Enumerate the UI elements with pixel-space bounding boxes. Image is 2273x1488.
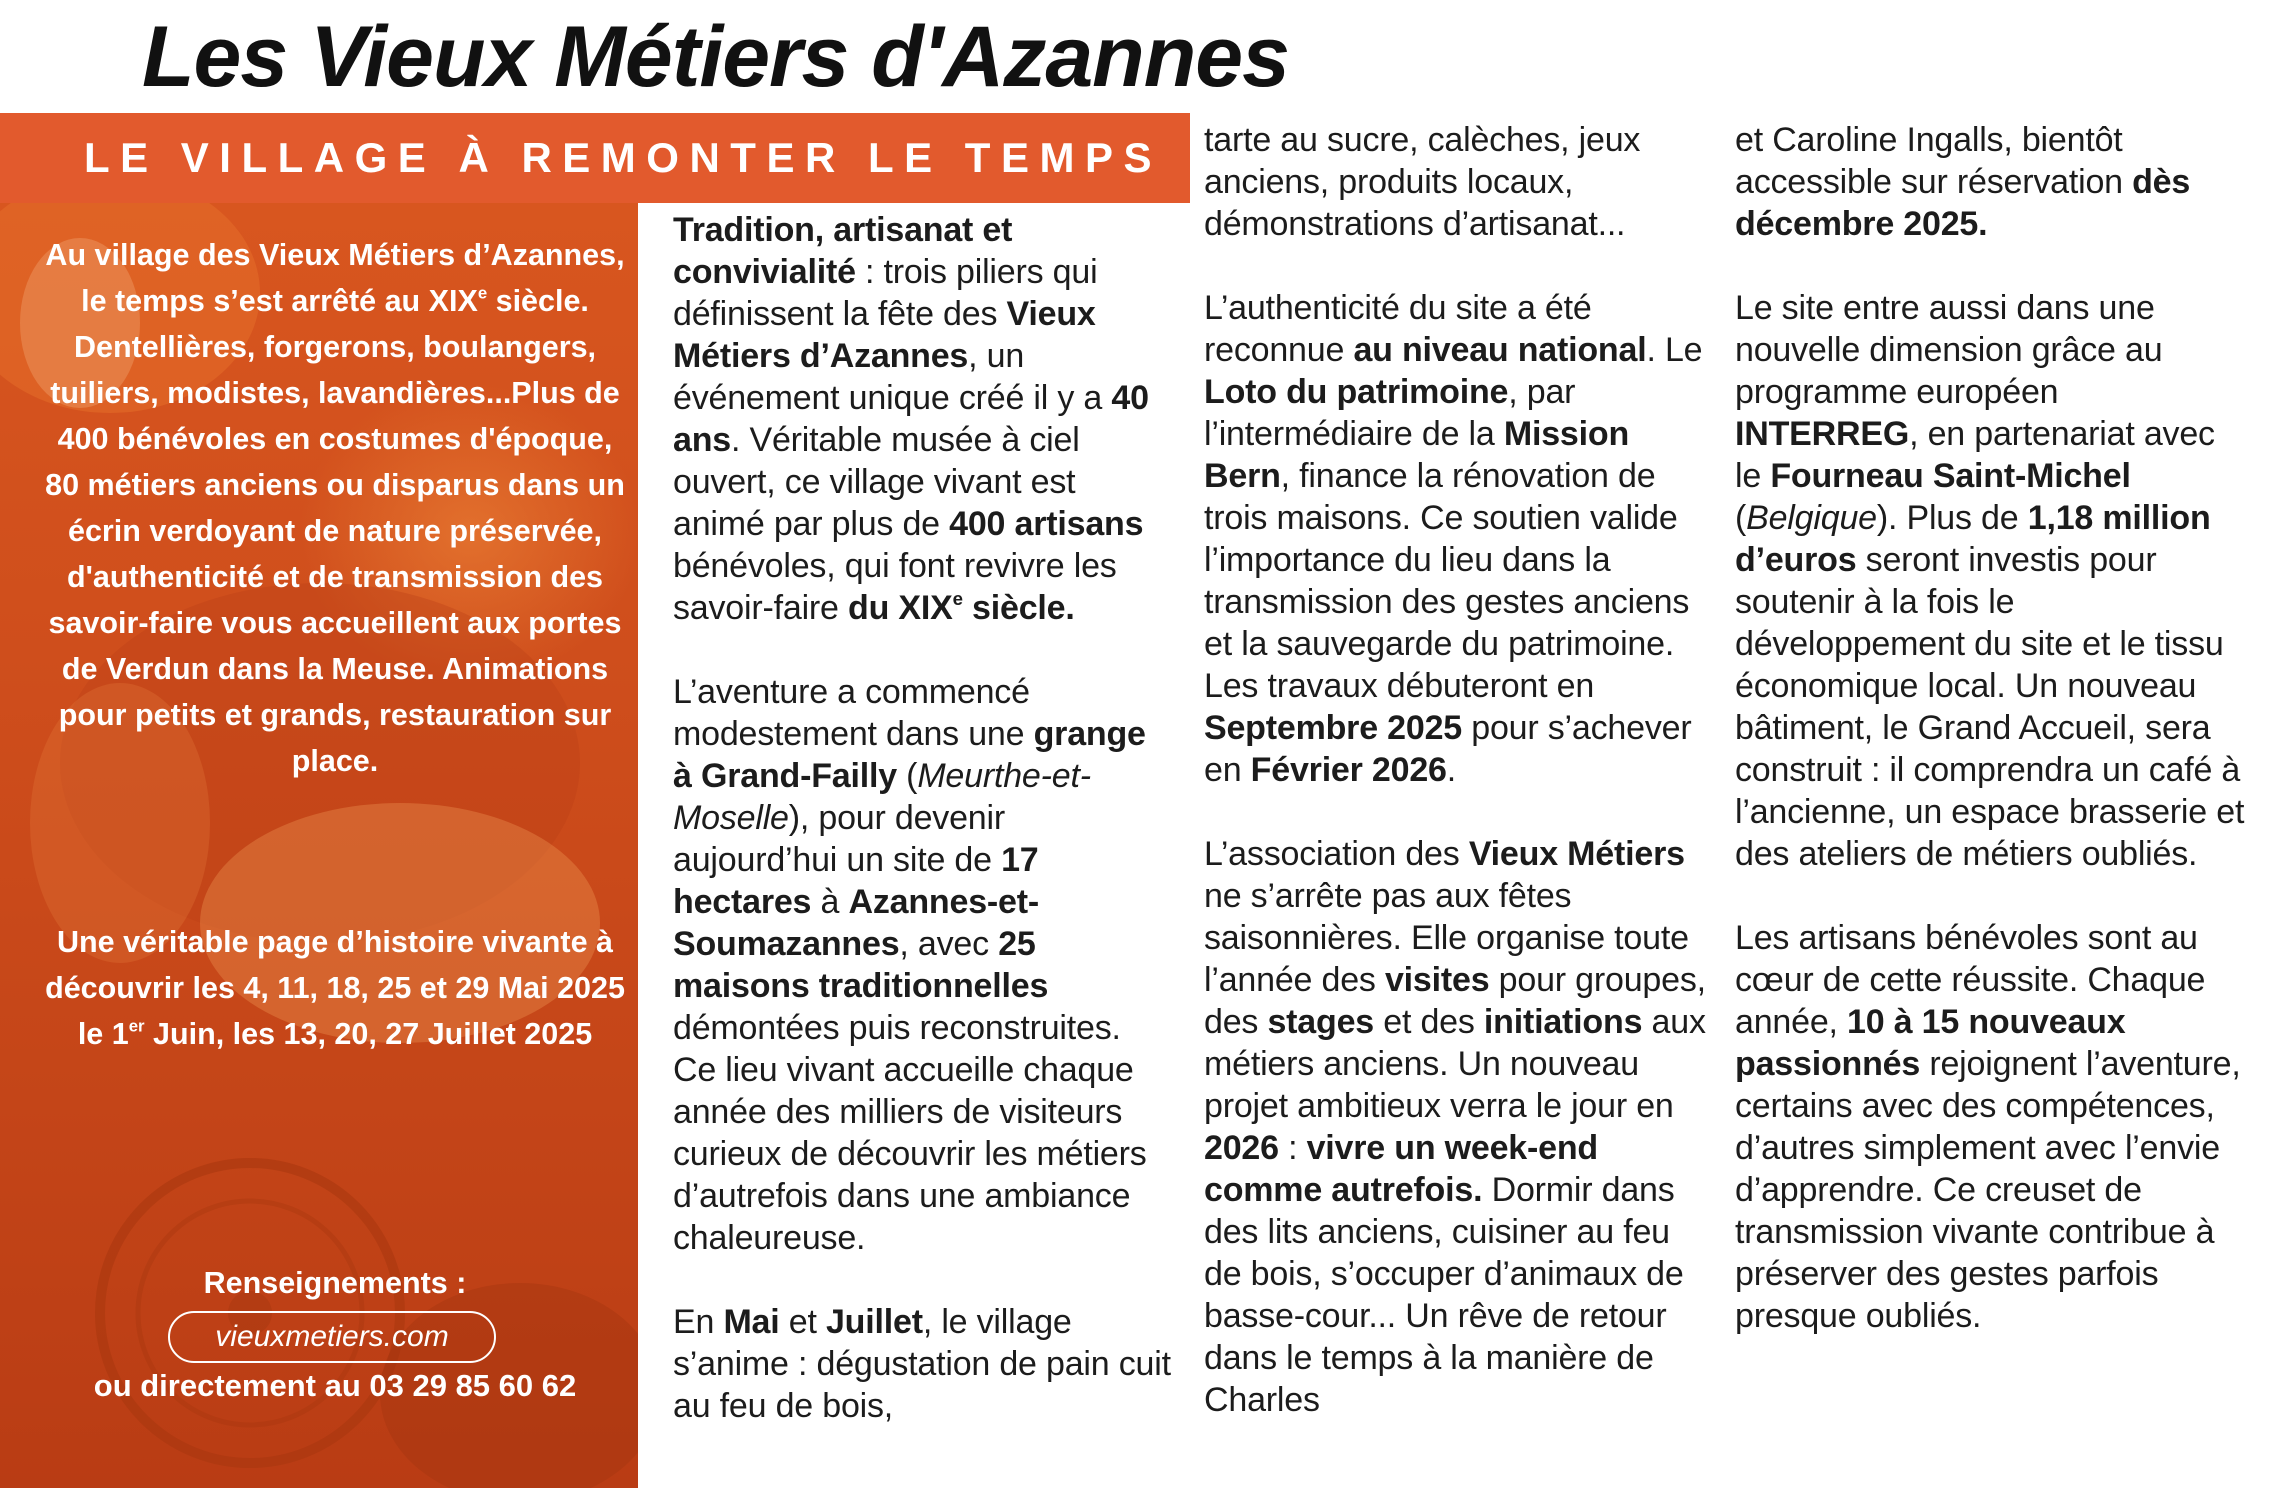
paragraph: L’association des Vieux Métiers ne s’arrête pas aux fêtes saisonnières. Elle organise toute l’année des visites pour groupes, des stages et des initiations aux métiers anciens. Un nouveau projet ambitieux verra le jour en 2026 : vivre un week-end comme autrefois. Dormir dans des lits anciens, cuisiner au feu de bois, s’occuper d’animaux de basse-cour... Un rêve de retour dans le temps à la manière de Charles [1204,835,1706,1419]
paragraph: Tradition, artisanat et convivialité : trois piliers qui définissent la fête des Vieux Métiers d’Azannes, un événement unique créé il y a 40 ans. Véritable musée à ciel ouvert, ce village vivant est animé par plus de 400 artisans bénévoles, qui font revivre les savoir-faire du XIXe siècle. [673,211,1149,627]
intro-text: Au village des Vieux Métiers d’Azannes, le temps s’est arrêté au XIXe siècle. Dentellières, forgerons, boulangers, tuiliers, modistes, lavandières...Plus de 400 bénévoles en costumes d'époque, 80 métiers anciens ou disparus dans un écrin verdoyant de nature préservée, d'authenticité et de transmission des savoir-faire vous accueillent aux portes de Verdun dans la Meuse. Animations pour petits et grands, restauration sur place. [45,238,625,778]
info-label: Renseignements : [203,1266,467,1300]
subtitle-banner [0,113,1190,203]
paragraph: L’authenticité du site a été reconnue au niveau national. Le Loto du patrimoine, par l’intermédiaire de la Mission Bern, finance la rénovation de trois maisons. Ce soutien valide l’importance du lieu dans la transmission des gestes anciens et la sauvegarde du patrimoine. Les travaux débuteront en Septembre 2025 pour s’achever en Février 2026. [1204,289,1703,789]
article-column-2 [1204,119,1714,1463]
page-title: Les Vieux Métiers d'Azannes [142,9,1289,105]
subtitle-text: LE VILLAGE À REMONTER LE TEMPS [83,134,1162,181]
phone-line: ou directement au 03 29 85 60 62 [93,1368,577,1403]
event-dates: Une véritable page d’histoire vivante à découvrir les 4, 11, 18, 25 et 29 Mai 2025 le 1er Juin, les 13, 20, 27 Juillet 2025 [45,925,625,1051]
website-link[interactable]: vieuxmetiers.com [168,1311,496,1363]
photo-sidebar [0,203,638,1488]
paragraph: et Caroline Ingalls, bientôt accessible sur réservation dès décembre 2025. [1735,121,2191,243]
article-column-3 [1735,119,2250,1379]
paragraph: Le site entre aussi dans une nouvelle dimension grâce au programme européen INTERREG, en partenariat avec le Fourneau Saint-Michel (Belgique). Plus de 1,18 million d’euros seront investis pour soutenir à la fois le développement du site et le tissu économique local. Un nouveau bâtiment, le Grand Accueil, sera construit : il comprendra un café à l’ancienne, un espace brasserie et des ateliers de métiers oubliés. [1735,289,2245,873]
article-column-1 [673,209,1173,1469]
paragraph: tarte au sucre, calèches, jeux anciens, produits locaux, démonstrations d’artisanat... [1204,121,1641,243]
paragraph: L’aventure a commencé modestement dans une grange à Grand-Failly (Meurthe-et-Moselle), pour devenir aujourd’hui un site de 17 hectares à Azannes-et-Soumazannes, avec 25 maisons traditionnelles démontées puis reconstruites. Ce lieu vivant accueille chaque année des milliers de visiteurs curieux de découvrir les métiers d’autrefois dans une ambiance chaleureuse. [673,673,1147,1257]
paragraph: Les artisans bénévoles sont au cœur de cette réussite. Chaque année, 10 à 15 nouveaux passionnés rejoignent l’aventure, certains avec des compétences, d’autres simplement avec l’envie d’apprendre. Ce creuset de transmission vivante contribue à préserver des gestes parfois presque oubliés. [1735,919,2241,1335]
paragraph: En Mai et Juillet, le village s’anime : dégustation de pain cuit au feu de bois, [673,1303,1171,1425]
